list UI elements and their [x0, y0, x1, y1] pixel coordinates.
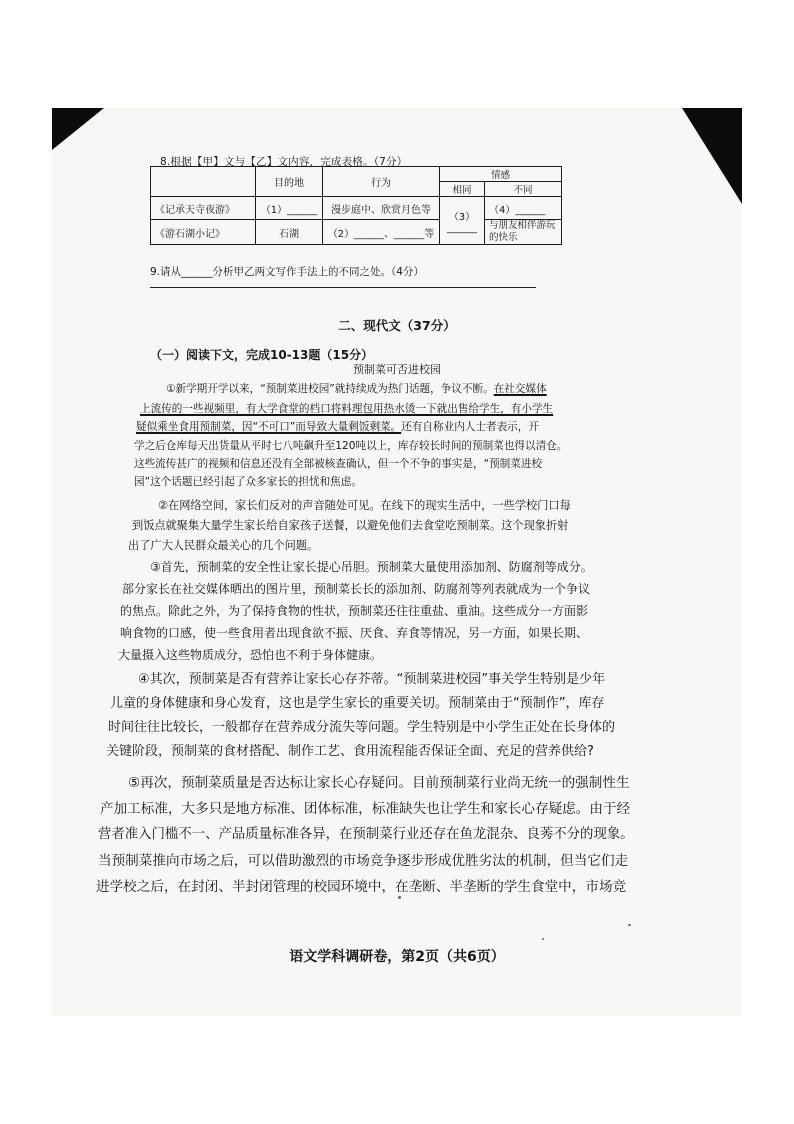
row2-title: 《游石湖小记》	[151, 220, 256, 245]
question-8-table	[150, 166, 562, 245]
question-8-prompt: 8.根据【甲】文与【乙】文内容，完成表格。（7分）	[160, 156, 408, 168]
row1-different-blank: （4）______	[485, 197, 562, 220]
underlined-line: 上流传的一些视频里，有大学食堂的档口将料理包用热水烫一下就出售给学生，有小学生	[140, 403, 554, 415]
text-line: 时间往往比较长，一般都存在营养成分流失等问题。学生特别是中小学生正处在长身体的	[108, 720, 616, 735]
underlined-segment: 疑似乘坐食用预制菜，因“不可口”而导致大量剩饭剩菜。	[136, 421, 402, 433]
scan-shadow-right	[682, 108, 742, 204]
table-header-emotion: 情感	[440, 167, 562, 182]
table-header-blank	[151, 167, 256, 197]
shared-same-blank: （3）______	[440, 197, 485, 245]
row1-title: 《记承天寺夜游》	[151, 197, 256, 220]
underlined-segment: 在社交媒体	[493, 383, 547, 395]
table-header-same: 相同	[440, 182, 485, 197]
text-line: 儿童的身体健康和身心发育，这也是学生家长的重要关切。预制菜由于“预制作”，库存	[110, 696, 605, 711]
table-row	[151, 220, 562, 245]
text-line: 营者准入门槛不一、产品质量标准各异，在预制菜行业还存在鱼龙混杂、良莠不分的现象。	[98, 827, 634, 842]
answer-line	[150, 287, 536, 288]
page-footer: 语文学科调研卷，第2页（共6页）	[289, 949, 505, 965]
text-line	[136, 419, 539, 434]
text-line: 园”这个话题已经引起了众多家长的担忧和焦虑。	[134, 476, 362, 488]
table-header-destination: 目的地	[256, 167, 323, 197]
text-line: 学之后仓库每天出货量从平时七八吨飙升至120吨以上，库存较长时间的预制菜也得以清仓。	[134, 440, 568, 452]
text-line: ②在网络空间，家长们反对的声音随处可见。在线下的现实生活中，一些学校门口每	[158, 499, 571, 512]
text-segment: 还有自称业内人士者表示，开	[401, 421, 539, 433]
table-header-different: 不同	[485, 182, 562, 197]
scan-shadow-left	[52, 108, 104, 150]
text-line: 这些流传甚广的视频和信息还没有全部被核查确认，但一个不争的事实是，“预制菜进校	[134, 458, 543, 470]
question-9-prompt: 9.请从______分析甲乙两文写作手法上的不同之处。（4分）	[150, 266, 424, 278]
text-line: 进学校之后，在封闭、半封闭管理的校园环境中，在垄断、半垄断的学生食堂中，市场竞	[96, 879, 627, 895]
text-segment: ①新学期开学以来，“预制菜进校园”就持续成为热门话题，争议不断。	[166, 383, 494, 395]
text-line: 部分家长在社交媒体晒出的图片里，预制菜长长的添加剂、防腐剂等列表就成为一个争议	[122, 582, 591, 596]
article-title: 预制菜可否进校园	[353, 363, 441, 376]
text-line: 响食物的口感，使一些食用者出现食欲不振、厌食、弃食等情况，另一方面，如果长期、	[120, 626, 589, 640]
reading-subtitle: （一）阅读下文，完成10-13题（15分）	[150, 348, 374, 362]
table-row	[151, 197, 562, 220]
row1-action: 漫步庭中、欣赏月色等	[323, 197, 440, 220]
text-line: 大量摄入这些物质成分，恐怕也不利于身体健康。	[118, 648, 383, 662]
row2-action-blank: （2）______、______等	[323, 220, 440, 245]
section-title: 二、现代文（37分）	[338, 318, 456, 333]
scan-speck	[398, 896, 401, 899]
text-line: 出了广大人民群众最关心的几个问题。	[128, 539, 319, 552]
text-line: ⑤再次，预制菜质量是否达标让家长心存疑问。目前预制菜行业尚无统一的强制性生	[128, 775, 630, 791]
scan-speck	[542, 938, 544, 940]
table-header-action: 行为	[323, 167, 440, 197]
row2-different: 与朋友相伴游玩的快乐	[485, 220, 562, 245]
row2-destination: 石湖	[256, 220, 323, 245]
text-line: ④其次，预制菜是否有营养让家长心存芥蒂。“预制菜进校园”事关学生特别是少年	[138, 672, 606, 687]
text-line: ③首先，预制菜的安全性让家长提心吊胆。预制菜大量使用添加剂、防腐剂等成分。	[150, 560, 593, 574]
row1-destination-blank: （1）______	[256, 197, 323, 220]
table-row	[151, 167, 562, 182]
text-line	[166, 381, 547, 396]
text-line: 关键阶段，预制菜的食材搭配、制作工艺、食用流程能否保证全面、充足的营养供给?	[106, 744, 594, 759]
scan-speck	[628, 924, 631, 926]
text-line: 到饭点就聚集大量学生家长给自家孩子送餐，以避免他们去食堂吃预制菜。这个现象折射	[132, 519, 569, 532]
text-line: 产加工标准，大多只是地方标准、团体标准，标准缺失也让学生和家长心存疑虑。由于经	[100, 801, 631, 817]
text-line: 的焦点。除此之外，为了保持食物的性状，预制菜还往往重盐、重油。这些成分一方面影	[120, 604, 589, 618]
text-line: 当预制菜推向市场之后，可以借助激烈的市场竞争逐步形成优胜劣汰的机制，但当它们走	[98, 853, 629, 869]
